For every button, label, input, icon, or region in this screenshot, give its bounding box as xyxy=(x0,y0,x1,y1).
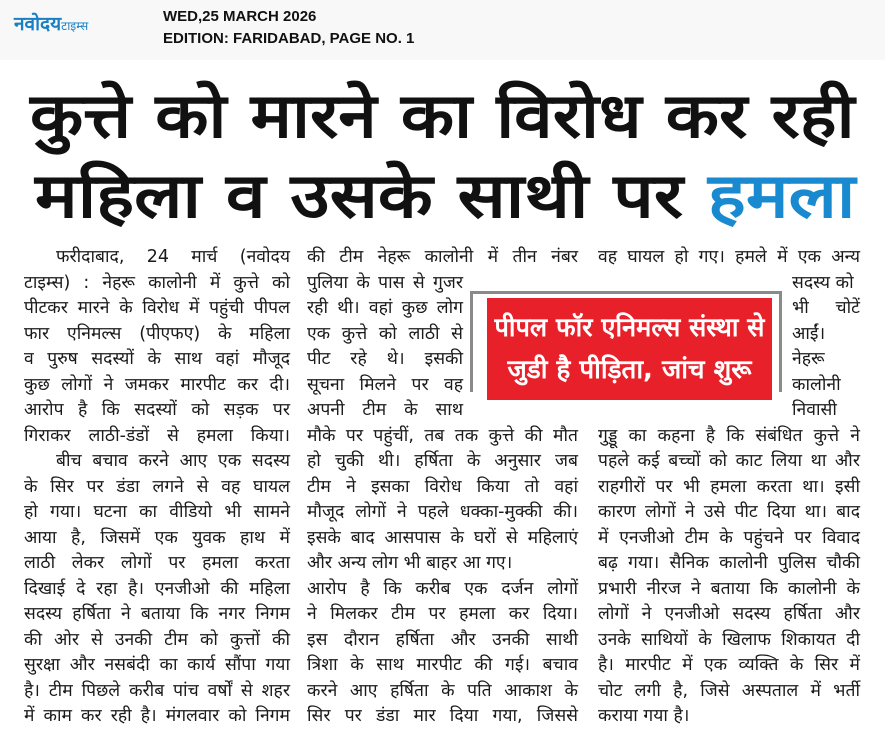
headline-line-1: कुत्ते को मारने का विरोध कर रही xyxy=(30,79,855,152)
article-line: आरोप है कि सदस्यों को सड़क पर xyxy=(24,400,290,420)
article-line: कालोनी xyxy=(792,374,841,395)
article-line: की टीम नेहरू कालोनी में तीन नंबर xyxy=(307,247,578,267)
article-line: उनके साथियों के खिलाफ शिकायत दी xyxy=(598,629,860,650)
article-line: हो चुकी थी। हर्षिता के अनुसार जब xyxy=(307,451,578,471)
article-line: एक कुत्ते को लाठी से xyxy=(307,323,463,344)
article-line: सदस्य को xyxy=(792,272,854,293)
masthead-bar xyxy=(0,0,885,60)
article-line: इसके बाद आसपास के घरों से महिलाएं xyxy=(307,527,578,548)
article-line: लाठी लेकर लोगों पर हमला करता xyxy=(24,553,290,573)
article-line: नेहरू xyxy=(792,349,825,369)
article-line: कराया गया है। xyxy=(598,706,690,726)
article-line: ने मिलकर टीम पर हमला कर दिया। xyxy=(307,604,578,624)
article-line: निवासी xyxy=(792,400,837,420)
article-line: कुछ लोगों ने जमकर मारपीट कर दी। xyxy=(24,374,290,395)
article-line: की ओर से उनकी टीम को कुत्तों की xyxy=(24,629,290,650)
article-line: फार एनिमल्स (पीएफए) के महिला xyxy=(24,323,290,344)
article-line: अपनी टीम के साथ xyxy=(307,400,463,420)
article-line: रही थी। वहां कुछ लोग xyxy=(307,298,463,318)
issue-date: WED,25 MARCH 2026 xyxy=(163,8,317,25)
article-line: गिराकर लाठी-डंडों से हमला किया। xyxy=(24,425,290,446)
article-line: के सिर पर डंडा लगने से वह घायल xyxy=(24,476,290,497)
article-line: पीटकर मारने के विरोध में पहुंची पीपल xyxy=(24,298,290,318)
article-line: आईं। xyxy=(792,323,826,344)
callout-box xyxy=(487,298,772,400)
article-line: हो गया। घटना का वीडियो भी सामने xyxy=(24,502,290,522)
article-line: बढ़ गया। सैनिक कालोनी पुलिस चौकी xyxy=(598,553,860,573)
article-line: करने आए हर्षिता के पति आकाश के xyxy=(307,680,578,701)
article-line: पीट रहे थे। इसकी xyxy=(307,349,463,369)
headline-highlight: हमला xyxy=(707,159,856,232)
article-line: टीम ने इसका विरोध किया तो वहां xyxy=(307,476,578,497)
article-line: सुरक्षा और नसबंदी का कार्य सौंपा गया xyxy=(24,655,290,675)
article-line: इस दौरान हर्षिता और उनकी साथी xyxy=(307,629,578,650)
article-line: वह घायल हो गए। हमले में एक अन्य xyxy=(598,247,860,267)
article-line: व पुरुष सदस्यों के साथ वहां मौजूद xyxy=(24,349,290,369)
edition-info: EDITION: FARIDABAD, PAGE NO. 1 xyxy=(163,30,415,47)
article-line: कारण लोगों ने उसे पीट दिया था। बाद xyxy=(598,502,860,522)
article-line: सदस्य हर्षिता ने बताया कि नगर निगम xyxy=(24,604,290,624)
callout-line-1: पीपल फॉर एनिमल्स संस्था से xyxy=(494,313,765,343)
article-line: चोट लगी है, जिसे अस्पताल में भर्ती xyxy=(598,680,860,701)
article-line: टाइम्स) : नेहरू कालोनी में कुत्ते को xyxy=(24,272,290,293)
newspaper-logo xyxy=(14,10,89,35)
article-line: दिखाई दे रहा है। एनजीओ की महिला xyxy=(24,578,290,599)
logo-sub: टाइम्स xyxy=(61,19,89,33)
article-line: लोगों ने एनजीओ सदस्य हर्षिता और xyxy=(598,604,860,624)
headline-text: महिला व उसके साथी पर xyxy=(35,159,684,232)
article-line: मौके पर पहुंचीं, तब तक कुत्ते की मौत xyxy=(307,425,578,446)
article-line: में काम कर रही है। मंगलवार को निगम xyxy=(24,706,290,726)
article-line: सिर पर डंडा मार दिया गया, जिससे xyxy=(307,706,578,726)
article-line: भी चोटें xyxy=(792,298,860,318)
article-line: पहले कई बच्चों को काट लिया था और xyxy=(598,451,860,471)
article-line: राहगीरों पर भी हमला करता था। इसी xyxy=(598,476,860,497)
logo-main: नवोदय xyxy=(14,13,62,35)
article-line: है। टीम पिछले करीब पांच वर्षों से शहर xyxy=(24,680,290,701)
article-line: आया है, जिसमें एक युवक हाथ में xyxy=(24,527,290,548)
article-line: प्रभारी नीरज ने बताया कि कालोनी के xyxy=(598,578,860,599)
headline-line-2 xyxy=(35,160,855,232)
callout-line-2: जुडी है पीड़िता, जांच शुरू xyxy=(507,355,752,385)
article-line: सूचना मिलने पर वह xyxy=(307,374,463,395)
article-line: बीच बचाव करने आए एक सदस्य xyxy=(56,451,290,471)
article-line: फरीदाबाद, 24 मार्च (नवोदय xyxy=(56,247,290,267)
article-line: गुड्डू का कहना है कि संबंधित कुत्ते ने xyxy=(598,425,860,446)
article-line: और अन्य लोग भी बाहर आ गए। xyxy=(307,553,513,573)
article-line: आरोप है कि करीब एक दर्जन लोगों xyxy=(307,578,578,599)
article-line: है। मारपीट में एक व्यक्ति के सिर में xyxy=(598,655,860,675)
article-line: पुलिया के पास से गुजर xyxy=(307,272,463,293)
article-line: त्रिशा के साथ मारपीट की गई। बचाव xyxy=(307,655,578,675)
article-line: में एनजीओ टीम के पहुंचने पर विवाद xyxy=(598,527,860,548)
article-line: मौजूद लोगों ने पहले धक्का-मुक्की की। xyxy=(307,502,578,522)
